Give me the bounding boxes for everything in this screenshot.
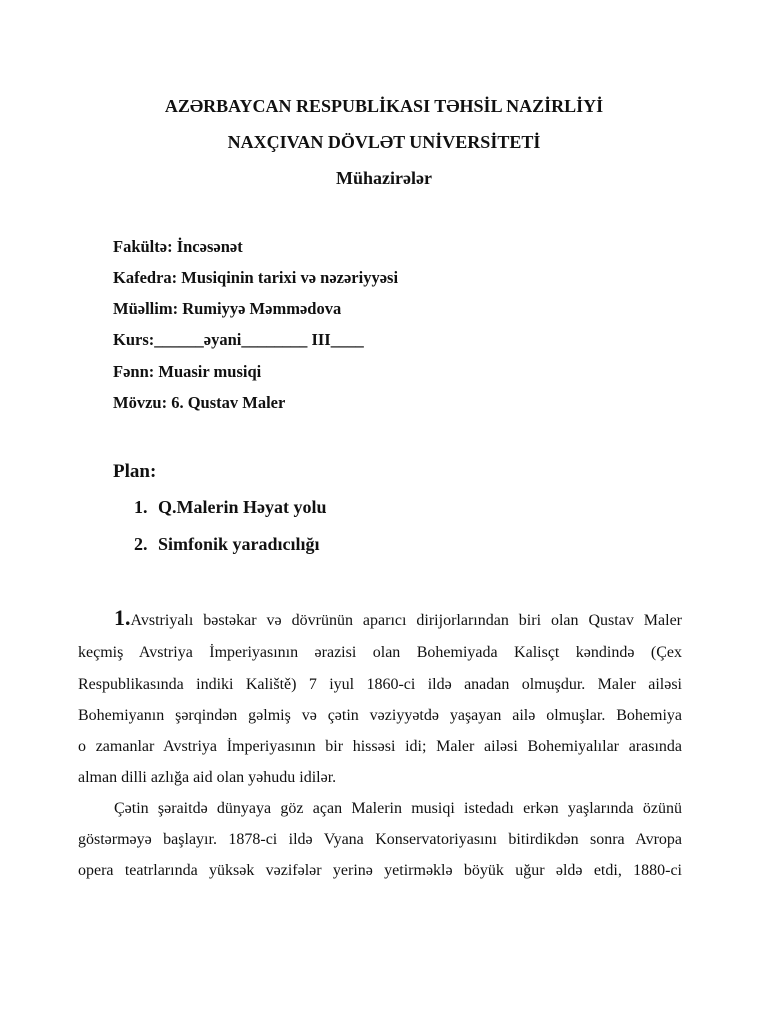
plan-item-text: Simfonik yaradıcılığı bbox=[158, 534, 320, 554]
paragraph-line: keçmiş Avstriya İmperiyasının ərazisi olan Bohemiyada Kalisçt kəndində (Çex bbox=[78, 644, 682, 661]
subject-line: Fənn: Muasir musiqi bbox=[113, 362, 262, 381]
paragraph-text: Avstriyalı bəstəkar və dövrünün aparıcı dirijorlarından biri olan Qustav Maler bbox=[130, 612, 682, 629]
document-type-heading: Mühazirələr bbox=[336, 168, 432, 188]
plan-item bbox=[134, 532, 320, 556]
plan-item-text: Q.Malerin Həyat yolu bbox=[158, 497, 327, 517]
plan-item-number: 2. bbox=[134, 534, 148, 554]
department-line: Kafedra: Musiqinin tarixi və nəzəriyyəsi bbox=[113, 268, 399, 287]
section-number: 1. bbox=[114, 605, 131, 630]
plan-title: Plan: bbox=[113, 461, 157, 482]
paragraph-line: Çətin şəraitdə dünyaya göz açan Malerin musiqi istedadı erkən yaşlarında özünü bbox=[114, 800, 682, 817]
paragraph-line: Bohemiyanın şərqindən gəlmiş və çətin vəziyyətdə yaşayan ailə olmuşlar. Bohemiya bbox=[78, 707, 682, 724]
paragraph-line: alman dilli azlığa aid olan yəhudu idilər. bbox=[78, 769, 337, 786]
paragraph-line: o zamanlar Avstriya İmperiyasının bir hissəsi idi; Maler ailəsi Bohemiyalılar arasında bbox=[78, 738, 682, 755]
ministry-heading: AZƏRBAYCAN RESPUBLİKASI TƏHSİL NAZİRLİYİ bbox=[164, 96, 604, 116]
plan-item bbox=[134, 495, 326, 519]
topic-line: Mövzu: 6. Qustav Maler bbox=[113, 393, 286, 412]
paragraph-line: opera teatrlarında yüksək vəzifələr yerinə yetirməklə böyük uğur əldə etdi, 1880-ci bbox=[78, 862, 682, 879]
university-heading: NAXÇIVAN DÖVLƏT UNİVERSİTETİ bbox=[227, 132, 541, 152]
course-line: Kurs:______əyani________ III____ bbox=[113, 330, 364, 349]
plan-item-number: 1. bbox=[134, 497, 148, 517]
paragraph-line: Respublikasında indiki Kaliště) 7 iyul 1860-ci ildə anadan olmuşdur. Maler ailəsi bbox=[78, 676, 682, 693]
paragraph-line bbox=[114, 605, 682, 631]
faculty-line: Fakültə: İncəsənət bbox=[113, 237, 243, 256]
paragraph-line: göstərməyə başlayır. 1878-ci ildə Vyana Konservatoriyasını bitirdikdən sonra Avropa bbox=[78, 831, 682, 848]
teacher-line: Müəllim: Rumiyyə Məmmədova bbox=[113, 299, 342, 318]
